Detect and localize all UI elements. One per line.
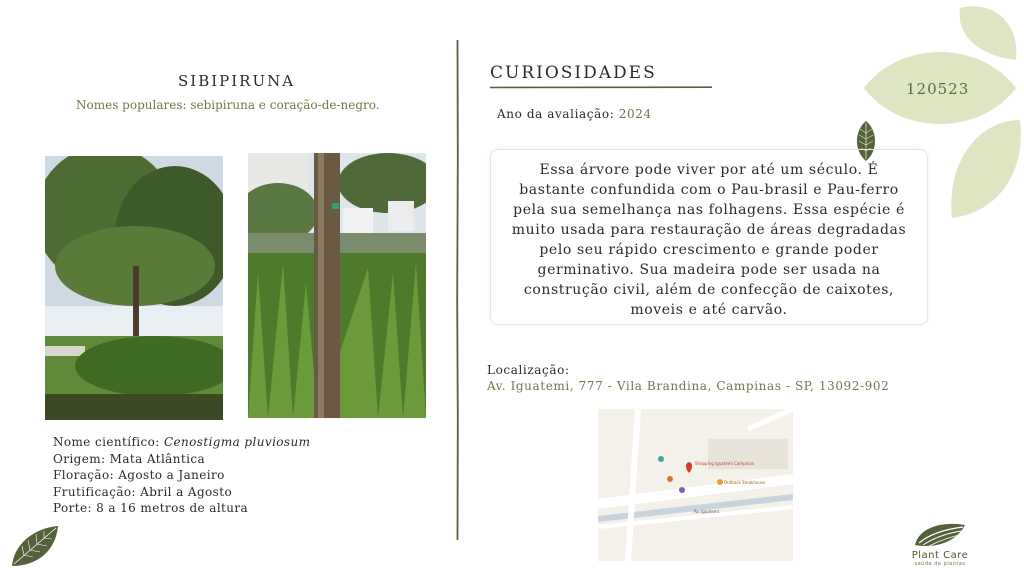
- plant-care-logo: [913, 519, 967, 549]
- map-label: Shopping Iguatemi Campinas: [695, 461, 754, 466]
- map-label: Av. Iguatemi: [694, 509, 719, 514]
- map-pin-icon: [658, 456, 664, 462]
- evaluation-year: Ano da avaliação: 2024: [497, 107, 652, 121]
- column-divider: [456, 40, 459, 540]
- tree-code: 120523: [906, 80, 970, 98]
- fruiting: Frutificação: Abril a Agosto: [53, 484, 233, 499]
- popular-names: Nomes populares: sebipiruna e coração-de-negro.: [76, 98, 380, 112]
- map-label: Outback Steakhouse: [724, 480, 766, 485]
- title-underline: [490, 86, 712, 89]
- tree-photo-wide: [45, 156, 223, 420]
- curiosities-title: CURIOSIDADES: [490, 63, 657, 83]
- leaf-icon: [10, 524, 60, 568]
- location-label: Localização:: [487, 363, 570, 377]
- flowering: Floração: Agosto a Janeiro: [53, 468, 225, 482]
- brand-name: Plant Care: [911, 550, 969, 561]
- brand: [904, 519, 976, 567]
- species-details: [53, 434, 310, 517]
- tree-trunk-photo: [248, 153, 426, 418]
- size: Porte: 8 a 16 metros de altura: [53, 501, 249, 515]
- location-map[interactable]: [598, 409, 793, 561]
- species-title: SIBIPIRUNA: [178, 72, 296, 90]
- curiosities-text: Essa árvore pode viver por até um século. É bastante confundida com o Pau-brasil e Pau-ferro pela sua semelhança nas folhagens. Essa espécie é muito usada para restauração de áreas degradadas pelo seu rápido crescimento e grande poder germinativo. Sua madeira pode ser usada na construção civil, além de confecção de caixotes, moveis e até carvão.: [490, 149, 928, 325]
- scientific-name: Nome científico: Cenostigma pluviosum: [53, 435, 311, 449]
- location-address[interactable]: Av. Iguatemi, 777 - Vila Brandina, Campinas - SP, 13092-902: [487, 379, 890, 393]
- brand-tagline: saúde de plantas: [914, 561, 966, 567]
- origin: Origem: Mata Atlântica: [53, 451, 205, 466]
